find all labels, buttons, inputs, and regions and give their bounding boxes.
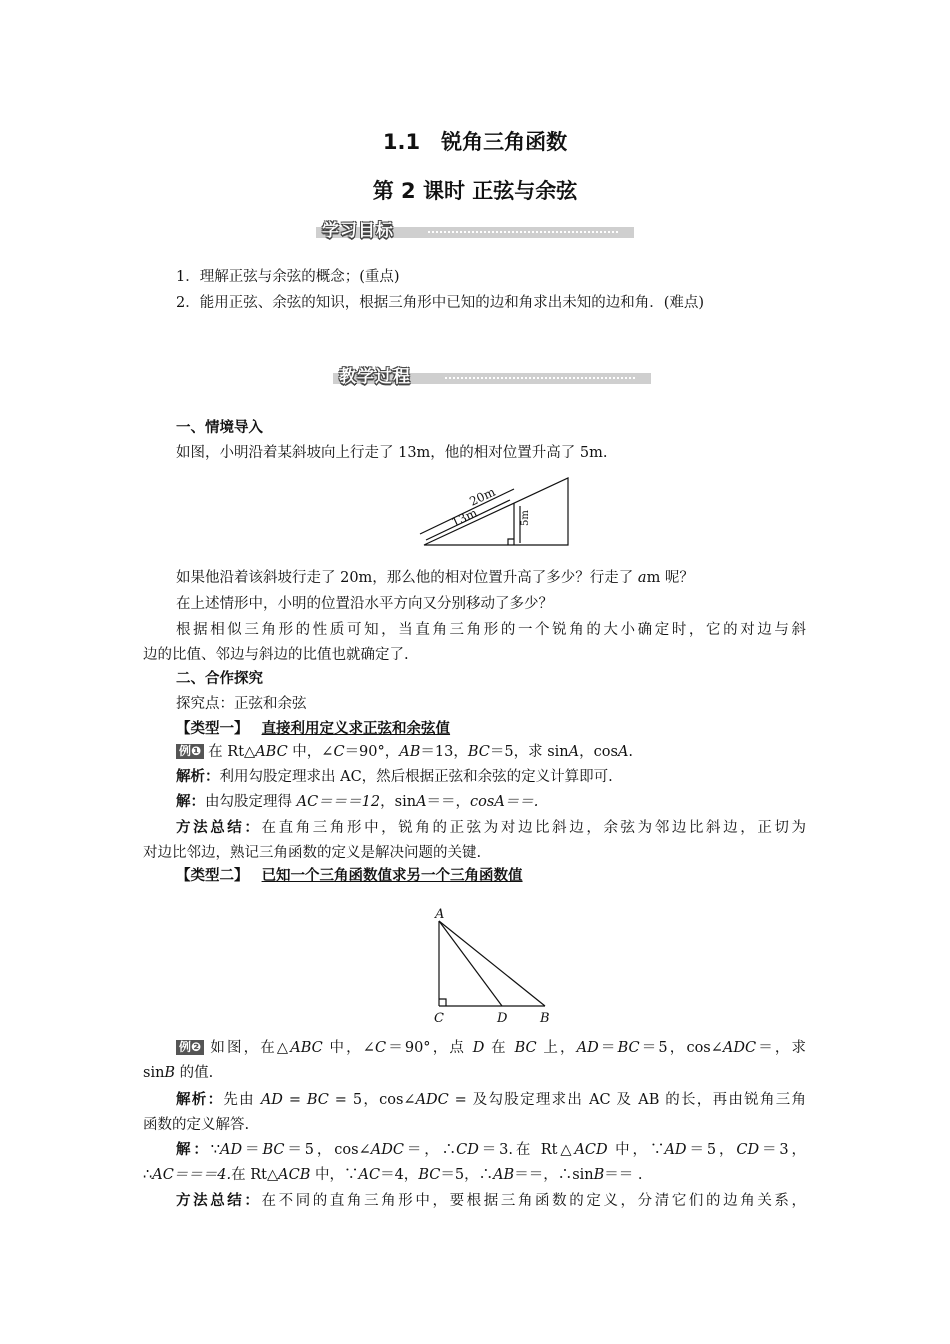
- example1-solution: 解：由勾股定理得 AC＝＝＝12，sinA＝＝，cosA＝＝.: [176, 794, 539, 810]
- section1-intro: 如图，小明沿着某斜坡向上行走了 13m，他的相对位置升高了 5m.: [176, 445, 608, 461]
- section1-conclusion-line2: 边的比值、邻边与斜边的比值也就确定了.: [143, 647, 409, 663]
- goal-item-1: 1．理解正弦与余弦的概念；(重点): [176, 269, 400, 285]
- type2-heading: 【类型二】 已知一个三角函数值求另一个三角函数值: [176, 868, 523, 884]
- section1-question2: 在上述情形中，小明的位置沿水平方向又分别移动了多少？: [176, 596, 553, 612]
- example2-analysis-line1: 解析：先由 AD = BC = 5，cos∠ADC = 及勾股定理求出 AC 及 AB 的长，再由锐角三角: [176, 1092, 807, 1108]
- method-summary2: 方法总结：在不同的直角三角形中，要根据三角函数的定义，分清它们的边角关系，: [176, 1193, 807, 1209]
- goal-item-2: 2．能用正弦、余弦的知识，根据三角形中已知的边和角求出未知的边和角．(难点): [176, 295, 705, 311]
- vertex-b: B: [540, 1011, 550, 1026]
- goals-banner-label: 学习目标: [322, 221, 394, 241]
- section-title: 1.1 锐角三角函数: [382, 130, 568, 154]
- method-summary1-line2: 对边比邻边，熟记三角函数的定义是解决问题的关键.: [143, 845, 482, 861]
- vertex-d: D: [497, 1011, 508, 1026]
- process-banner-label: 教学过程: [339, 367, 411, 387]
- section1-conclusion-line1: 根据相似三角形的性质可知，当直角三角形的一个锐角的大小确定时，它的对边与斜: [176, 622, 806, 638]
- example2-solution-line2: ∴AC＝＝＝4.在 Rt△ACB 中，∵AC＝4，BC＝5，∴AB＝＝，∴sinB＝＝ .: [143, 1167, 643, 1183]
- vertex-a: A: [435, 907, 445, 922]
- lesson-title: 第 2 课时 正弦与余弦: [372, 179, 578, 203]
- section1-heading: 一、情境导入: [176, 420, 263, 436]
- example1-badge: 例❶: [176, 744, 204, 759]
- slope-triangle: [424, 478, 568, 545]
- triangle-figure: [425, 905, 560, 1027]
- goals-banner: [316, 220, 634, 241]
- process-banner: [333, 366, 651, 387]
- section2-heading: 二、合作探究: [176, 671, 263, 687]
- vertex-c: C: [434, 1011, 444, 1026]
- example2-line1: 例❷ 如图，在△ABC 中，∠C＝90°，点 D 在 BC 上，AD＝BC＝5，cos∠ADC＝，求: [176, 1038, 806, 1058]
- slope-figure: [410, 472, 580, 552]
- example1: 例❶ 在 Rt△ABC 中，∠C＝90°，AB＝13，BC＝5，求 sinA，cosA.: [176, 742, 633, 762]
- example2-line2: sinB 的值.: [143, 1065, 214, 1081]
- explore-point: 探究点：正弦和余弦: [176, 696, 307, 712]
- right-angle-c: [439, 999, 446, 1006]
- method-summary1-line1: 方法总结：在直角三角形中，锐角的正弦为对边比斜边，余弦为邻边比斜边，正切为: [176, 820, 807, 836]
- example2-analysis-line2: 函数的定义解答.: [143, 1117, 250, 1133]
- example2-badge: 例❷: [176, 1040, 204, 1055]
- right-angle-mark: [508, 539, 514, 545]
- label-13m: 13m: [449, 505, 480, 530]
- label-5m: 5m: [520, 510, 531, 526]
- example1-analysis: 解析：利用勾股定理求出 AC，然后根据正弦和余弦的定义计算即可.: [176, 769, 613, 785]
- example2-solution-line1: 解：∵AD＝BC＝5，cos∠ADC＝，∴CD＝3.在 Rt△ACD 中，∵AD＝5，CD＝3，: [176, 1142, 807, 1158]
- label-20m: 20m: [467, 484, 498, 509]
- type1-heading: 【类型一】 直接利用定义求正弦和余弦值: [176, 721, 451, 737]
- section1-question1: 如果他沿着该斜坡行走了 20m，那么他的相对位置升高了多少？行走了 am 呢？: [176, 570, 694, 586]
